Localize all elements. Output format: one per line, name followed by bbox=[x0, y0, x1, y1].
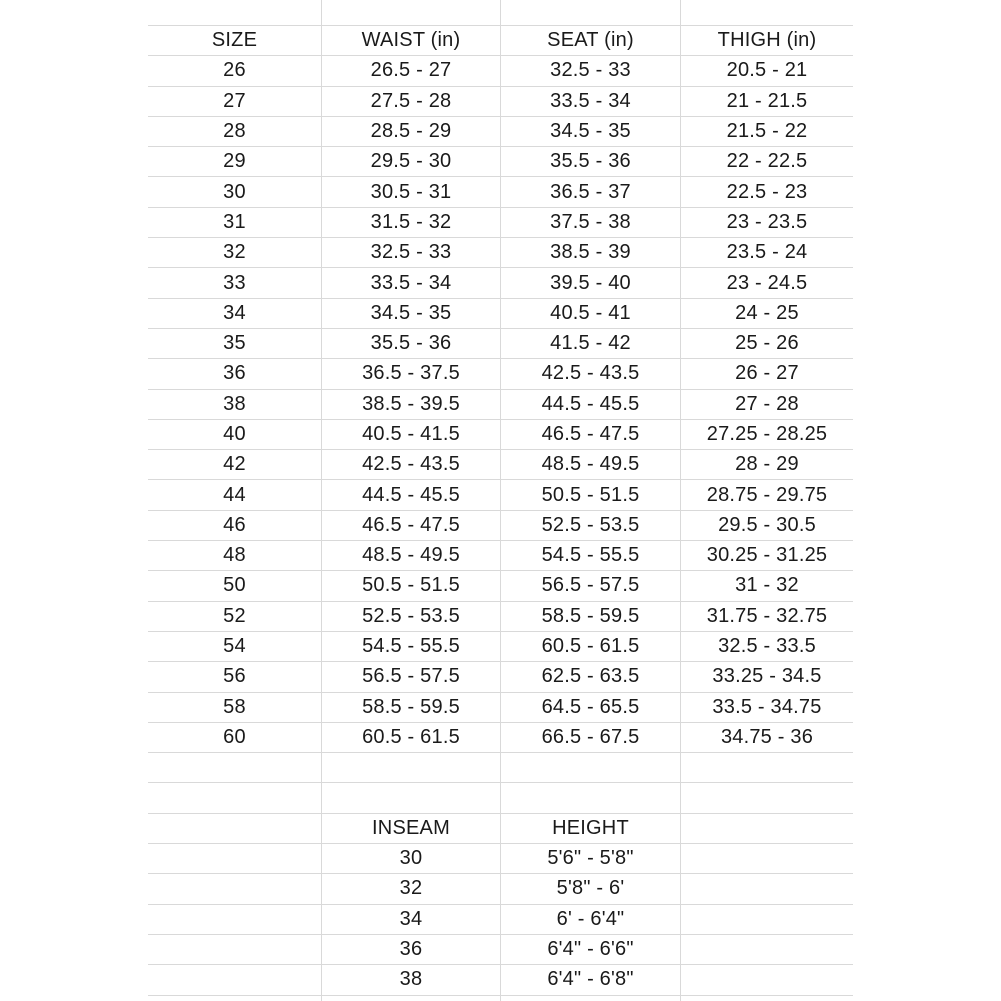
cell: 46 bbox=[148, 511, 322, 540]
empty-cell bbox=[501, 753, 681, 782]
cell: 48.5 - 49.5 bbox=[501, 450, 681, 479]
size-table-row bbox=[148, 420, 853, 450]
cell: 36 bbox=[322, 935, 501, 964]
empty-cell bbox=[148, 996, 322, 1001]
size-table-row bbox=[148, 511, 853, 541]
size-table-row bbox=[148, 329, 853, 359]
header-inseam: INSEAM bbox=[322, 814, 501, 843]
header-thigh: THIGH (in) bbox=[717, 29, 817, 52]
cell: 33.5 - 34 bbox=[322, 268, 501, 297]
cell: 52.5 - 53.5 bbox=[322, 602, 501, 631]
cell: 64.5 - 65.5 bbox=[501, 693, 681, 722]
cell: 32 bbox=[322, 874, 501, 903]
cell: 6'4" - 6'6" bbox=[501, 935, 681, 964]
empty-cell bbox=[681, 783, 853, 812]
cell: 40.5 - 41 bbox=[501, 299, 681, 328]
cell: 40 bbox=[148, 420, 322, 449]
cell: 37.5 - 38 bbox=[501, 208, 681, 237]
empty-cell bbox=[681, 874, 853, 903]
cell: 44.5 - 45.5 bbox=[322, 480, 501, 509]
cell: 30.25 - 31.25 bbox=[706, 544, 828, 567]
cell: 60.5 - 61.5 bbox=[501, 632, 681, 661]
cell: 38.5 - 39.5 bbox=[322, 390, 501, 419]
cell: 26.5 - 27 bbox=[322, 56, 501, 85]
cell: 42 bbox=[148, 450, 322, 479]
size-table-row bbox=[148, 632, 853, 662]
cell: 24 - 25 bbox=[735, 301, 799, 324]
size-table-header-row bbox=[148, 26, 853, 56]
blank-row bbox=[148, 753, 853, 783]
size-table-row bbox=[148, 359, 853, 389]
cell: 36 bbox=[148, 359, 322, 388]
cell: 34.5 - 35 bbox=[322, 299, 501, 328]
cell: 38.5 - 39 bbox=[501, 238, 681, 267]
cell: 35.5 - 36 bbox=[322, 329, 501, 358]
blank-row bbox=[148, 0, 853, 26]
cell: 35.5 - 36 bbox=[501, 147, 681, 176]
header-size: SIZE bbox=[148, 26, 322, 55]
cell: 29.5 - 30 bbox=[322, 147, 501, 176]
cell: 32.5 - 33 bbox=[322, 238, 501, 267]
inseam-table-row bbox=[148, 874, 853, 904]
cell: 56.5 - 57.5 bbox=[322, 662, 501, 691]
cell: 58 bbox=[148, 693, 322, 722]
cell: 27.5 - 28 bbox=[322, 87, 501, 116]
empty-cell bbox=[681, 935, 853, 964]
cell: 5'6" - 5'8" bbox=[501, 844, 681, 873]
size-table-row bbox=[148, 662, 853, 692]
cell: 21.5 - 22 bbox=[726, 120, 808, 143]
size-table-row bbox=[148, 299, 853, 329]
empty-cell bbox=[681, 996, 853, 1001]
cell: 32 bbox=[148, 238, 322, 267]
cell: 28 - 29 bbox=[735, 453, 799, 476]
cell: 5'8" - 6' bbox=[501, 874, 681, 903]
cell: 33.25 - 34.5 bbox=[712, 665, 822, 688]
cell: 58.5 - 59.5 bbox=[501, 602, 681, 631]
empty-cell bbox=[148, 965, 322, 994]
cell: 44 bbox=[148, 480, 322, 509]
blank-row bbox=[148, 783, 853, 813]
cell: 33.5 - 34.75 bbox=[712, 695, 822, 718]
cell: 58.5 - 59.5 bbox=[322, 693, 501, 722]
cell: 26 - 27 bbox=[735, 362, 799, 385]
cell: 46.5 - 47.5 bbox=[322, 511, 501, 540]
empty-cell bbox=[148, 905, 322, 934]
cell: 52.5 - 53.5 bbox=[501, 511, 681, 540]
cell: 23.5 - 24 bbox=[726, 241, 808, 264]
cell: 42.5 - 43.5 bbox=[322, 450, 501, 479]
cell: 32.5 - 33 bbox=[501, 56, 681, 85]
empty-cell bbox=[322, 996, 501, 1001]
empty-cell bbox=[501, 996, 681, 1001]
inseam-table-row bbox=[148, 905, 853, 935]
cell: 6'4" - 6'8" bbox=[501, 965, 681, 994]
cell: 23 - 23.5 bbox=[726, 210, 808, 233]
cell: 56 bbox=[148, 662, 322, 691]
inseam-table-row bbox=[148, 844, 853, 874]
cell: 22 - 22.5 bbox=[726, 150, 808, 173]
cell: 54.5 - 55.5 bbox=[322, 632, 501, 661]
size-table-row bbox=[148, 571, 853, 601]
empty-cell bbox=[681, 905, 853, 934]
empty-cell bbox=[148, 814, 322, 843]
cell: 27.25 - 28.25 bbox=[706, 423, 828, 445]
size-table-row bbox=[148, 208, 853, 238]
cell: 21 - 21.5 bbox=[726, 89, 808, 112]
header-waist: WAIST (in) bbox=[322, 26, 501, 55]
cell: 42.5 - 43.5 bbox=[501, 359, 681, 388]
inseam-table-row bbox=[148, 935, 853, 965]
cell: 30.5 - 31 bbox=[322, 177, 501, 206]
size-table-row bbox=[148, 723, 853, 753]
cell: 35 bbox=[148, 329, 322, 358]
inseam-table-header-row bbox=[148, 814, 853, 844]
cell: 40.5 - 41.5 bbox=[322, 420, 501, 449]
cell: 31 - 32 bbox=[735, 574, 799, 597]
size-table-row bbox=[148, 693, 853, 723]
cell: 56.5 - 57.5 bbox=[501, 571, 681, 600]
empty-cell bbox=[148, 0, 322, 25]
empty-cell bbox=[322, 783, 501, 812]
cell: 28.75 - 29.75 bbox=[706, 483, 828, 506]
cell: 33 bbox=[148, 268, 322, 297]
cell: 27 - 28 bbox=[735, 392, 799, 415]
cell: 30 bbox=[322, 844, 501, 873]
size-table-row bbox=[148, 268, 853, 298]
empty-cell bbox=[501, 0, 681, 25]
cell: 62.5 - 63.5 bbox=[501, 662, 681, 691]
cell: 46.5 - 47.5 bbox=[501, 420, 681, 449]
cell: 52 bbox=[148, 602, 322, 631]
size-table-row bbox=[148, 541, 853, 571]
cell: 38 bbox=[148, 390, 322, 419]
cell: 60 bbox=[148, 723, 322, 752]
cell: 60.5 - 61.5 bbox=[322, 723, 501, 752]
cell: 6' - 6'4" bbox=[501, 905, 681, 934]
cell: 25 - 26 bbox=[735, 332, 799, 355]
size-table-row bbox=[148, 147, 853, 177]
cell: 33.5 - 34 bbox=[501, 87, 681, 116]
cell: 54.5 - 55.5 bbox=[501, 541, 681, 570]
cell: 48.5 - 49.5 bbox=[322, 541, 501, 570]
cell: 31 bbox=[148, 208, 322, 237]
cell: 50.5 - 51.5 bbox=[501, 480, 681, 509]
cell: 29 bbox=[148, 147, 322, 176]
cell: 39.5 - 40 bbox=[501, 268, 681, 297]
cell: 34 bbox=[148, 299, 322, 328]
cell: 28.5 - 29 bbox=[322, 117, 501, 146]
empty-cell bbox=[681, 844, 853, 873]
size-table-row bbox=[148, 480, 853, 510]
cell: 34.75 - 36 bbox=[720, 725, 814, 748]
cell: 27 bbox=[148, 87, 322, 116]
empty-cell bbox=[501, 783, 681, 812]
empty-cell bbox=[148, 753, 322, 782]
size-table-row bbox=[148, 177, 853, 207]
empty-cell bbox=[148, 935, 322, 964]
cell: 44.5 - 45.5 bbox=[501, 390, 681, 419]
cell: 34 bbox=[322, 905, 501, 934]
header-height: HEIGHT bbox=[501, 814, 681, 843]
empty-cell bbox=[148, 874, 322, 903]
cell: 32.5 - 33.5 bbox=[718, 635, 816, 658]
cell: 30 bbox=[148, 177, 322, 206]
blank-row bbox=[148, 996, 853, 1001]
cell: 34.5 - 35 bbox=[501, 117, 681, 146]
header-seat: SEAT (in) bbox=[501, 26, 681, 55]
cell: 36.5 - 37.5 bbox=[322, 359, 501, 388]
cell: 54 bbox=[148, 632, 322, 661]
size-table-row bbox=[148, 117, 853, 147]
cell: 31.75 - 32.75 bbox=[706, 604, 828, 627]
size-table-row bbox=[148, 56, 853, 86]
inseam-table-row bbox=[148, 965, 853, 995]
cell: 50 bbox=[148, 571, 322, 600]
empty-cell bbox=[681, 814, 853, 843]
cell: 41.5 - 42 bbox=[501, 329, 681, 358]
cell: 26 bbox=[148, 56, 322, 85]
size-table-row bbox=[148, 238, 853, 268]
empty-cell bbox=[148, 844, 322, 873]
cell: 36.5 - 37 bbox=[501, 177, 681, 206]
empty-cell bbox=[681, 753, 853, 782]
cell: 29.5 - 30.5 bbox=[718, 513, 816, 536]
size-table-row bbox=[148, 602, 853, 632]
size-table-row bbox=[148, 87, 853, 117]
empty-cell bbox=[681, 0, 853, 25]
empty-cell bbox=[681, 965, 853, 994]
cell: 38 bbox=[322, 965, 501, 994]
cell: 66.5 - 67.5 bbox=[501, 723, 681, 752]
spreadsheet-grid bbox=[148, 0, 853, 1001]
empty-cell bbox=[322, 753, 501, 782]
size-table-row bbox=[148, 450, 853, 480]
cell: 31.5 - 32 bbox=[322, 208, 501, 237]
cell: 50.5 - 51.5 bbox=[322, 571, 501, 600]
cell: 22.5 - 23 bbox=[726, 180, 808, 203]
size-table-row bbox=[148, 390, 853, 420]
cell: 48 bbox=[148, 541, 322, 570]
cell: 20.5 - 21 bbox=[726, 59, 808, 82]
empty-cell bbox=[322, 0, 501, 25]
cell: 23 - 24.5 bbox=[726, 271, 808, 294]
empty-cell bbox=[148, 783, 322, 812]
cell: 28 bbox=[148, 117, 322, 146]
